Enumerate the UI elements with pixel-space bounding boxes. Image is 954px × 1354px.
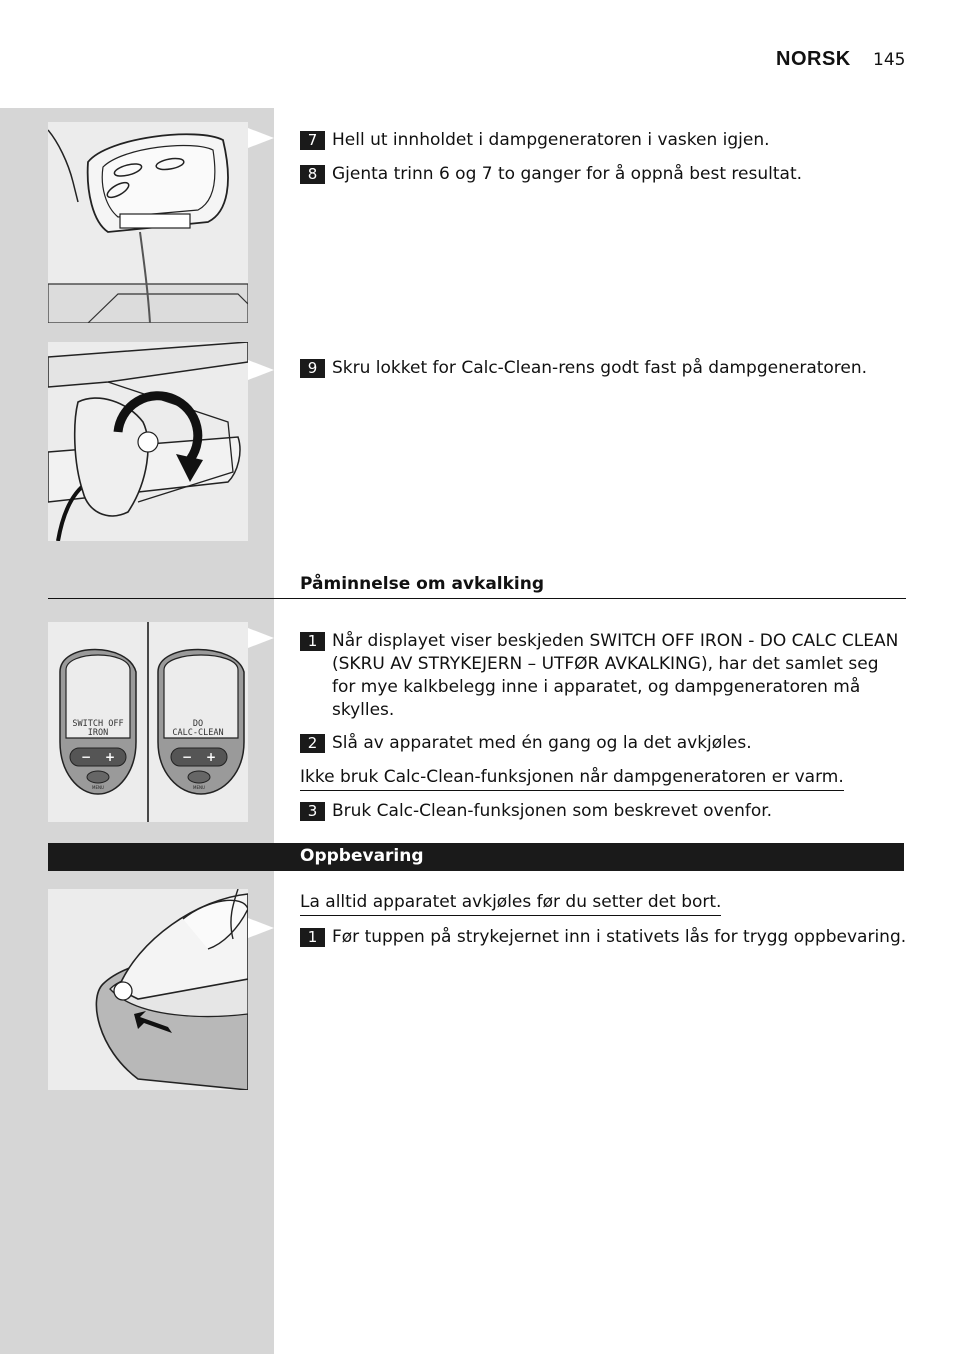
svg-text:+: + [205, 750, 217, 764]
svg-text:−: − [80, 750, 92, 764]
section-band-storage [48, 843, 904, 871]
figure-pointer [248, 918, 274, 938]
svg-text:+: + [104, 750, 116, 764]
language-header: NORSK [776, 48, 851, 70]
iron-on-stand-illustration [48, 889, 248, 1090]
step-number: 2 [300, 734, 325, 753]
display-messages-illustration [48, 622, 248, 822]
step-text: Slå av apparatet med én gang og la det avkjøles. [332, 733, 752, 753]
svg-text:−: − [181, 750, 193, 764]
step-text: Skru lokket for Calc-Clean-rens godt fast på dampgeneratoren. [332, 358, 868, 378]
step-item [300, 163, 910, 186]
pour-water-into-sink-illustration [48, 122, 248, 323]
step-text: Før tuppen på strykejernet inn i stativets lås for trygg oppbevaring. [332, 927, 907, 947]
step-item [300, 129, 910, 152]
section-divider [48, 598, 906, 599]
step-number: 7 [300, 131, 325, 150]
display-line-2: IRON [87, 728, 109, 738]
figure-pointer [248, 628, 274, 648]
right-remote-display [158, 650, 244, 795]
step-item [300, 926, 910, 949]
step-text: Hell ut innholdet i dampgeneratoren i vasken igjen. [332, 130, 770, 150]
step-text: Bruk Calc-Clean-funksjonen som beskrevet ovenfor. [332, 801, 773, 821]
step-item [300, 630, 900, 722]
page-number: 145 [873, 50, 906, 70]
section-title-reminder: Påminnelse om avkalking [300, 574, 545, 594]
display-line-1: SWITCH OFF [72, 719, 124, 729]
menu-label: MENU [193, 785, 205, 790]
left-remote-display [60, 650, 136, 795]
section-title-storage: Oppbevaring [300, 846, 424, 866]
step-number: 8 [300, 165, 325, 184]
figure-pointer [248, 128, 274, 148]
menu-label: MENU [92, 785, 104, 790]
step-number: 3 [300, 802, 325, 821]
step-item [300, 732, 910, 755]
step-item [300, 800, 910, 823]
figure-pointer [248, 360, 274, 380]
step-text: Når displayet viser beskjeden SWITCH OFF IRON - DO CALC CLEAN (SKRU AV STRYKEJERN – UTFØR AVKALKING), har det samlet seg for mye kalkbelegg inne i apparatet, og dampgeneratoren må skylles. [332, 631, 899, 720]
display-line-1: DO [192, 719, 204, 729]
step-number: 9 [300, 359, 325, 378]
step-number: 1 [300, 928, 325, 947]
storage-note: La alltid apparatet avkjøles før du setter det bort. [300, 891, 721, 916]
step-number: 1 [300, 632, 325, 651]
display-line-2: CALC-CLEAN [172, 728, 224, 738]
warning-note: Ikke bruk Calc-Clean-funksjonen når dampgeneratoren er varm. [300, 766, 844, 791]
screw-cap-tight-illustration [48, 342, 248, 541]
step-item [300, 357, 910, 380]
step-text: Gjenta trinn 6 og 7 to ganger for å oppnå best resultat. [332, 164, 803, 184]
